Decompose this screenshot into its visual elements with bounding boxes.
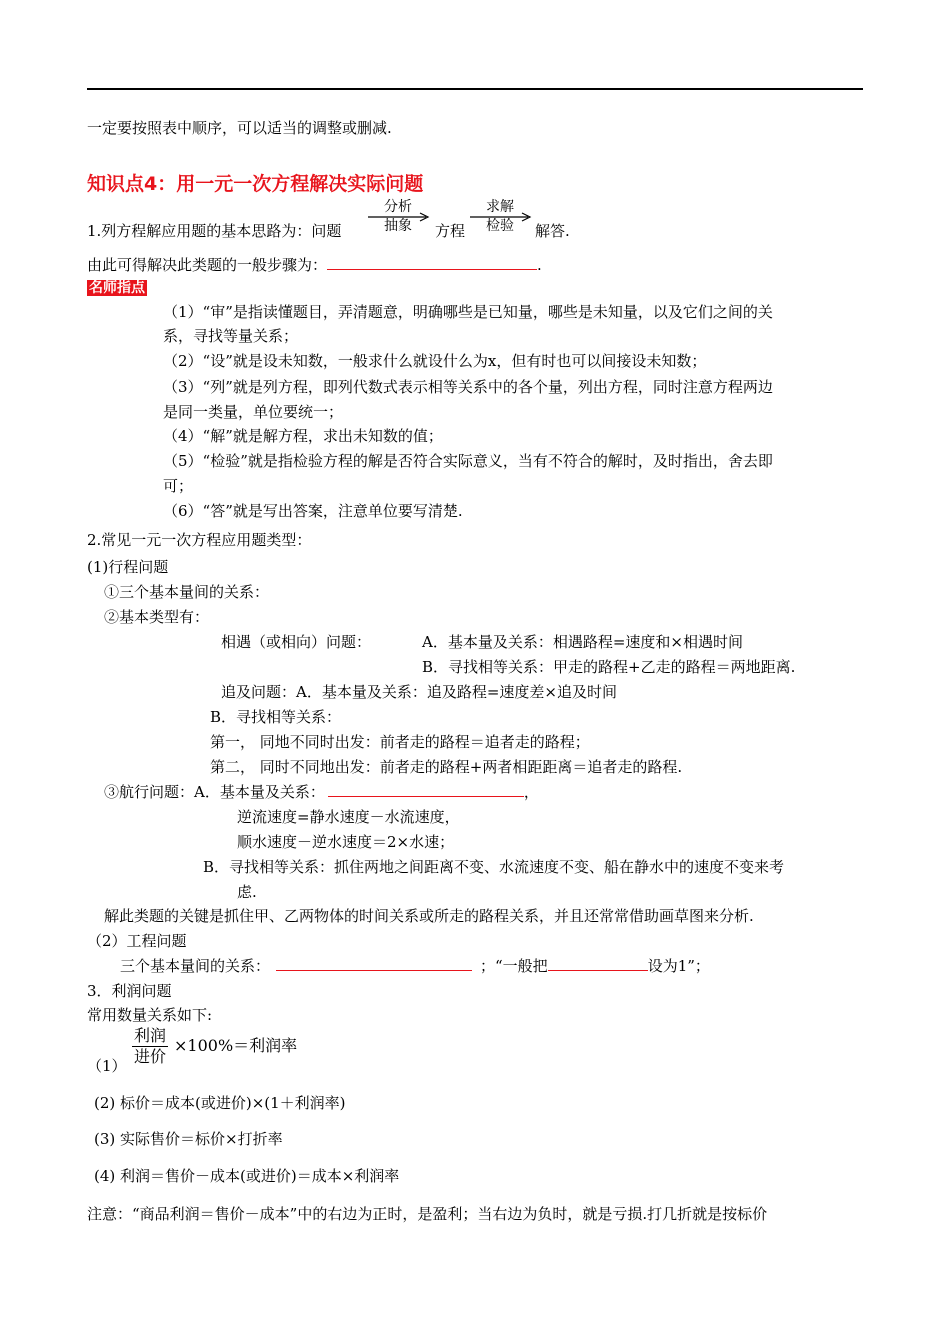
fraction-numerator: 利润 [133,1026,166,1045]
sail-blank [328,782,524,797]
note-line: 注意：“商品利润＝售价－成本”中的右边为正时，是盈利；当右边为负时，就是亏损.打几折就是按标价 [87,1205,768,1223]
work-title: （2）工程问题 [87,932,187,950]
s3-sub: 常用数量关系如下: [87,1006,213,1024]
tip-line: 系，寻找等量关系； [163,327,299,345]
tips-badge-label: 名师指点 [89,280,145,296]
sail-b2: 虑. [237,883,257,901]
arrow1-top-label: 分析 [384,199,412,215]
top-rule [87,88,863,90]
s1-lead: 1.列方程解应用题的基本思路为：问题 [87,222,342,240]
sail-2: 顺水速度－逆水速度＝2×水速； [237,833,455,851]
work-line-a: 三个基本量间的关系： [120,957,271,975]
work-line [120,956,710,976]
formula-1-label: （1） [87,1057,127,1075]
tip-line: （3）“列”就是列方程，即列代数式表示相等关系中的各个量，列出方程，同时注意方程两边 [163,378,773,396]
tip-line: （5）“检验”就是指检验方程的解是否符合实际意义，当有不符合的解时，及时指出，舍去即 [163,452,773,470]
sail-b1: B．寻找相等关系：抓住两地之间距离不变、水流速度不变、船在静水中的速度不变来考 [203,858,785,876]
s1-mid: 方程 [435,222,466,240]
meet-a: A．基本量及关系：相遇路程=速度和×相遇时间 [422,633,743,651]
tip-line: （2）“设”就是设未知数，一般求什么就设什么为x，但有时也可以间接设未知数； [163,352,707,370]
steps-blank [327,255,537,270]
chase-1: 第一， 同地不同时出发：前者走的路程＝追者走的路程； [210,733,590,751]
profit-fraction [132,1027,168,1066]
tip-line: 是同一类量，单位要统一； [163,403,344,421]
chase-a: 追及问题：A．基本量及关系：追及路程=速度差×追及时间 [221,683,617,701]
sail-a-tail: ， [523,783,539,801]
chase-b: B．寻找相等关系： [210,708,342,726]
s3-title: 3．利润问题 [87,982,172,1000]
formula-3: (3) 实际售价＝标价×打折率 [94,1130,283,1148]
work-line-b: ；“一般把 [480,957,548,975]
work-blank-2 [548,956,648,971]
work-blank-1 [276,956,472,971]
chase-2: 第二， 同时不同地出发：前者走的路程+两者相距距离＝追者走的路程. [210,758,683,776]
sail-a-line [104,782,539,802]
work-line-c: 设为1”； [647,957,710,975]
tip-line: 可； [163,477,194,495]
tip-line: （6）“答”就是写出答案，注意单位要写清楚. [163,502,463,520]
s1-tail: 解答. [535,222,570,240]
meet-b: B．寻找相等关系：甲走的路程+乙走的路程＝两地距离. [422,658,796,676]
profit-rate-tail: ×100%＝利润率 [174,1036,298,1055]
steps-line [87,255,542,275]
arrow1-bottom-label: 抽象 [384,218,412,234]
s2-title: 2.常见一元一次方程应用题类型： [87,531,312,549]
tip-line: （1）“审”是指读懂题目，弄清题意，明确哪些是已知量，哪些是未知量，以及它们之间的关 [163,303,773,321]
steps-tail: . [537,256,542,274]
intro-line: 一定要按照表中顺序，可以适当的调整或删减. [87,119,392,137]
travel-title: (1)行程问题 [87,558,169,576]
formula-4: (4) 利润＝售价－成本(或进价)＝成本×利润率 [94,1167,400,1185]
sail-1: 逆流速度=静水速度－水流速度， [237,808,460,826]
fraction-denominator: 进价 [133,1047,166,1066]
sail-a: ③航行问题：A．基本量及关系： [104,783,325,801]
tips-badge [87,277,147,298]
formula-2: (2) 标价＝成本(或进价)×(1＋利润率) [94,1094,346,1112]
section-heading: 知识点4：用一元一次方程解决实际问题 [87,173,424,195]
key-point: 解此类题的关键是抓住甲、乙两物体的时间关系或所走的路程关系，并且还常常借助画草图来分析. [104,907,754,925]
arrow2-top-label: 求解 [486,199,514,215]
tip-line: （4）“解”就是解方程，求出未知数的值； [163,427,443,445]
travel-q1: ①三个基本量间的关系： [104,583,270,601]
meet-label: 相遇（或相向）问题： [221,633,372,651]
travel-q2: ②基本类型有： [104,608,210,626]
arrow2-bottom-label: 检验 [486,218,514,234]
steps-lead: 由此可得解决此类题的一般步骤为： [87,256,328,274]
